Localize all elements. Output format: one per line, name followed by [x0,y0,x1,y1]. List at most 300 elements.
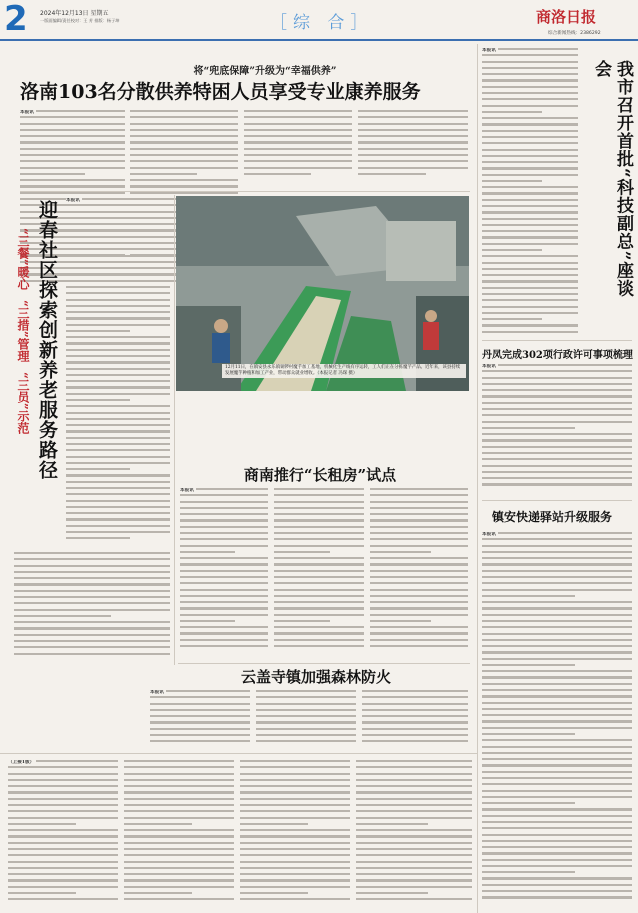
text-line [482,551,632,553]
text-line [370,545,468,547]
text-line [66,443,170,445]
subhead-staff: “三员”示范 [16,371,30,434]
vertical-headline [36,200,58,530]
text-line [482,720,632,722]
text-line [482,752,632,754]
text-line [14,646,170,648]
text-line [8,842,118,844]
text-line [244,135,352,137]
text-line [482,293,578,295]
text-line [482,852,632,854]
text-line [240,779,350,781]
text-line [130,141,238,143]
forest-body-col2 [256,690,356,750]
lead-kicker: 将“兜底保障”升级为“幸福供养” [193,66,337,77]
text-line [482,86,578,88]
text-line [362,740,468,742]
bottom-section-rule [0,753,478,754]
text-line [180,607,268,609]
photo-illustration [176,196,469,391]
text-line [482,105,578,107]
text-line [370,576,468,578]
text-line [356,785,472,787]
text-line [8,879,118,881]
text-line [66,399,130,401]
text-line [482,764,632,766]
text-line [8,817,118,819]
text-line [20,123,125,125]
danfeng-body [482,364,632,494]
text-line [482,859,632,861]
text-line [482,73,578,75]
text-line [66,223,170,225]
text-line [124,791,234,793]
text-line [124,817,234,819]
text-line [356,817,472,819]
right-rule-1 [482,340,632,341]
text-line [66,386,170,388]
forest-byline: 本报讯 [150,690,164,695]
page-number: 2 [4,0,28,39]
text-line [356,892,428,894]
text-line [66,229,170,231]
text-line [482,54,578,56]
text-line [482,389,632,391]
text-line [130,110,238,112]
text-line [150,709,250,711]
text-line [14,621,170,623]
issue-date: 2024年12月13日 星期五 [40,10,109,17]
continued-col2 [124,760,234,910]
text-line [66,525,170,527]
text-line [66,217,170,219]
text-line [256,740,356,742]
text-line [482,771,632,773]
text-line [256,728,356,730]
text-line [130,116,238,118]
text-line [482,465,632,467]
text-line [482,802,575,804]
paper-logo: 商洛日报 [536,8,597,26]
text-line [482,255,578,257]
text-line [482,67,578,69]
text-line [358,123,468,125]
text-line [150,734,250,736]
text-line [124,848,234,850]
text-line [274,545,364,547]
text-line [370,557,468,559]
text-line [482,708,632,710]
text-line [482,563,632,565]
text-line [356,873,472,875]
text-line [482,287,578,289]
text-line [482,834,632,836]
text-line [180,639,268,641]
text-line [240,879,350,881]
text-line [358,154,468,156]
text-line [180,501,268,503]
text-line [66,430,170,432]
masthead [0,0,638,40]
text-line [8,798,118,800]
text-line [124,842,234,844]
text-line [14,552,170,554]
text-line [150,703,250,705]
text-line [274,563,364,565]
text-line [240,829,350,831]
text-line [482,871,575,873]
text-line [482,149,578,151]
text-line [180,589,268,591]
text-line [370,519,468,521]
right-col-sep [477,44,478,913]
text-line [358,129,468,131]
text-line [180,645,268,647]
text-line [362,703,468,705]
continued-col1 [8,760,118,910]
text-line [482,840,632,842]
text-line [124,810,234,812]
text-line [66,330,130,332]
text-line [124,879,234,881]
text-line [66,537,130,539]
text-line [482,280,578,282]
text-line [66,248,170,250]
text-line [66,267,170,269]
text-line [274,614,364,616]
text-line [482,408,632,410]
text-line [8,791,118,793]
danfeng-headline: 丹凤完成302项行政许可事项梳理 [482,350,633,361]
subhead-measures: “三措”管理 [16,299,30,362]
text-line [482,695,632,697]
text-line [482,364,632,366]
rental-bottom-rule [178,663,470,664]
text-line [8,835,118,837]
text-line [66,393,170,395]
text-line [66,424,170,426]
text-line [482,483,632,485]
text-line [482,633,632,635]
text-line [370,551,431,553]
text-line [180,632,268,634]
text-line [356,760,472,762]
text-line [8,873,118,875]
text-line [482,274,578,276]
text-line [370,620,431,622]
sci-byline: 本报讯 [482,48,496,53]
text-line [66,355,170,357]
text-line [362,709,468,711]
rental-headline: 商南推行“长租房”试点 [243,466,397,484]
text-line [124,854,234,856]
sci-headline-text: 我市召开首批“科技副总”座谈会 [591,60,633,298]
text-line [180,576,268,578]
text-line [482,318,542,320]
text-line [240,898,350,900]
vertical-headline-text: 迎春社区探索创新养老服务路径 [36,200,58,480]
text-line [482,670,632,672]
text-line [150,740,250,742]
text-line [482,224,578,226]
text-line [482,884,632,886]
text-line [482,130,578,132]
text-line [356,779,472,781]
text-line [66,324,170,326]
text-line [20,135,125,137]
text-line [482,395,632,397]
text-line [370,570,468,572]
text-line [240,886,350,888]
text-line [482,452,632,454]
vertical-subheads [15,228,33,434]
text-line [66,292,170,294]
text-line [20,154,125,156]
text-line [274,557,364,559]
text-line [370,632,468,634]
text-line [124,861,234,863]
text-line [256,715,356,717]
text-line [482,211,578,213]
text-line [240,848,350,850]
text-line [356,842,472,844]
text-line [358,173,426,175]
forest-body-col3 [362,690,468,750]
text-line [274,639,364,641]
text-line [180,494,268,496]
text-line [66,418,170,420]
text-line [274,538,364,540]
text-line [130,154,238,156]
text-line [256,696,356,698]
text-line [370,589,468,591]
text-line [8,898,118,900]
text-line [274,519,364,521]
text-line [14,583,170,585]
text-line [482,620,632,622]
news-hotline: 综合新闻热线：2386292 [548,31,601,36]
text-line [66,405,170,407]
text-line [274,551,330,553]
text-line [482,714,632,716]
text-line [66,349,170,351]
text-line [124,804,234,806]
konjac-processing-line-photo [176,196,469,391]
text-line [66,255,170,257]
text-line [482,427,575,429]
text-line [356,867,472,869]
text-line [482,123,578,125]
rental-body-col2 [274,488,364,658]
text-line [274,645,364,647]
text-line [244,129,352,131]
text-line [8,779,118,781]
text-line [8,829,118,831]
text-line [356,823,428,825]
text-line [482,846,632,848]
text-line [14,602,170,604]
text-line [482,98,578,100]
text-line [130,173,197,175]
text-line [244,167,352,169]
text-line [240,854,350,856]
text-line [66,242,170,244]
subhead-meals: “三餐”暖心 [16,228,30,290]
text-line [482,117,578,119]
text-line [482,601,632,603]
text-line [256,703,356,705]
vertical-story-body [66,198,170,548]
right-rule-2 [482,500,632,501]
text-line [66,311,170,313]
text-line [240,766,350,768]
text-line [66,481,170,483]
text-line [180,519,268,521]
text-line [180,557,268,559]
col-sep-1 [174,195,175,665]
text-line [370,488,468,490]
text-line [274,626,364,628]
text-line [482,421,632,423]
text-line [150,696,250,698]
text-line [14,609,170,611]
text-line [482,532,632,534]
text-line [482,865,632,867]
text-line [482,61,578,63]
rental-body-col1 [180,488,268,658]
text-line [370,639,468,641]
text-line [240,785,350,787]
text-line [8,848,118,850]
text-line [482,111,542,113]
text-line [274,494,364,496]
text-line [482,821,632,823]
text-line [482,471,632,473]
text-line [180,507,268,509]
text-line [482,268,578,270]
text-line [274,607,364,609]
text-line [8,773,118,775]
text-line [66,487,170,489]
text-line [244,173,311,175]
text-line [150,715,250,717]
text-line [124,886,234,888]
text-line [240,810,350,812]
text-line [124,823,192,825]
text-line [274,513,364,515]
text-line [8,766,118,768]
forest-headline: 云盖寺镇加强森林防火 [240,668,391,686]
text-line [14,558,170,560]
text-line [256,690,356,692]
text-line [274,576,364,578]
text-line [274,595,364,597]
text-line [66,361,170,363]
text-line [482,727,632,729]
text-line [66,286,170,288]
text-line [14,571,170,573]
text-line [180,513,268,515]
text-line [482,161,578,163]
text-line [356,861,472,863]
text-line [8,785,118,787]
text-line [482,758,632,760]
text-line [482,377,632,379]
text-line [358,116,468,118]
text-line [66,368,170,370]
text-line [370,494,468,496]
text-line [14,565,170,567]
text-line [482,299,578,301]
sci-story-body [482,48,578,338]
text-line [240,835,350,837]
text-line [370,614,468,616]
text-line [482,589,632,591]
text-line [274,488,364,490]
text-line [244,141,352,143]
text-line [8,886,118,888]
forest-body-col1 [150,690,250,750]
text-line [14,590,170,592]
continued-col3 [240,760,350,910]
text-line [274,601,364,603]
text-line [358,167,468,169]
text-line [482,570,632,572]
text-line [180,570,268,572]
text-line [482,545,632,547]
text-line [240,873,350,875]
rental-body-col3 [370,488,468,658]
text-line [124,779,234,781]
text-line [20,160,125,162]
text-line [482,626,632,628]
text-line [482,595,575,597]
text-line [482,890,632,892]
text-line [180,526,268,528]
text-line [66,204,170,206]
text-line [482,205,578,207]
text-line [358,135,468,137]
text-line [244,110,352,112]
text-line [482,199,578,201]
text-line [14,627,170,629]
text-line [482,136,578,138]
text-line [370,626,468,628]
text-line [150,728,250,730]
text-line [482,79,578,81]
text-line [482,664,575,666]
zhenan-body [482,532,632,907]
text-line [66,462,170,464]
text-line [66,211,170,213]
lead-story-col4 [358,110,468,182]
text-line [482,896,632,898]
text-line [124,898,234,900]
text-line [482,733,575,735]
text-line [482,607,632,609]
text-line [240,861,350,863]
text-line [482,230,578,232]
text-line [66,456,170,458]
editors-line: 一版面编辑/责任校对：王 芳 排版：杨子坤 [40,18,120,23]
text-line [370,526,468,528]
text-line [482,312,578,314]
lead-story-col3 [244,110,352,182]
text-line [20,116,125,118]
text-line [274,526,364,528]
text-line [482,808,632,810]
text-line [356,848,472,850]
